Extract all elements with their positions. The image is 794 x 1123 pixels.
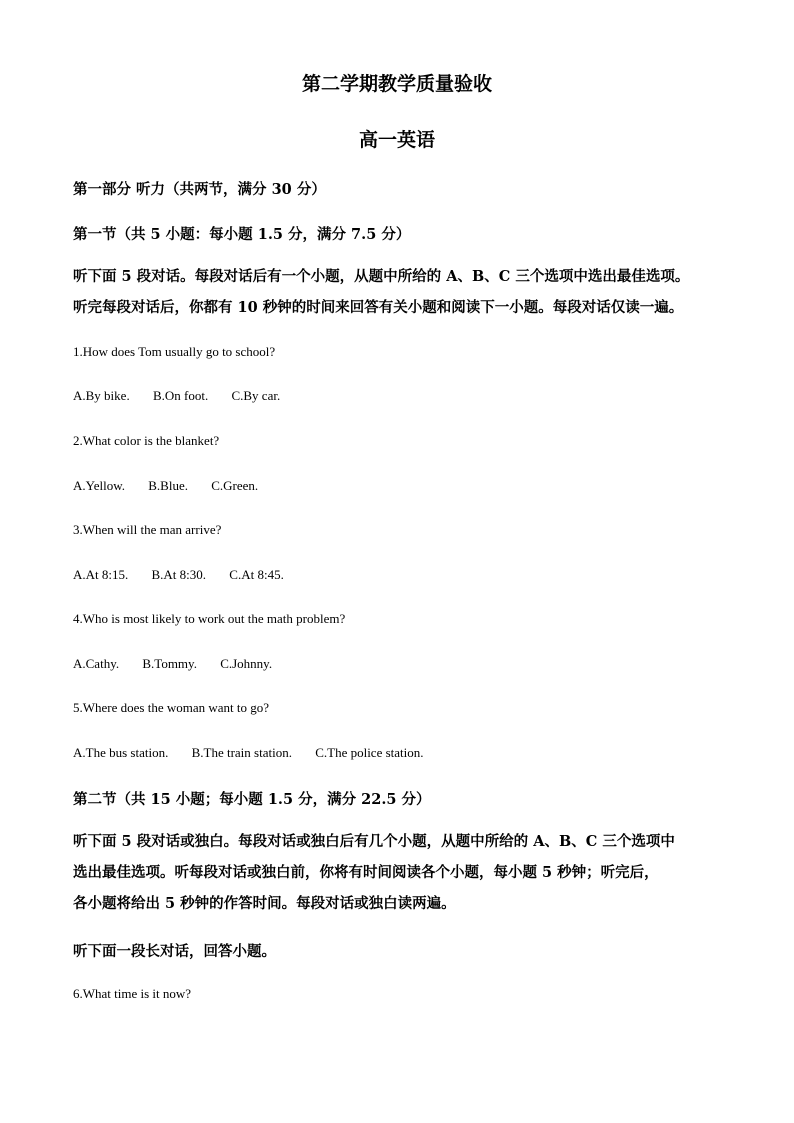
option-a: A.Yellow. — [73, 478, 126, 493]
part1-heading: 第一部分 听力（共两节，满分 30 分） — [73, 181, 326, 198]
instruction-line: 听完每段对话后，你都有 10 秒钟的时间来回答有关小题和阅读下一小题。每段对话仅读一遍。 — [73, 299, 684, 316]
instruction-line: 各小题将给出 5 秒钟的作答时间。每段对话或独白读两遍。 — [73, 895, 456, 912]
question-options — [73, 567, 304, 583]
option-b: B.Tommy. — [142, 656, 197, 671]
option-c: C.Green. — [211, 478, 259, 493]
option-c: C.Johnny. — [220, 656, 273, 671]
option-a: A.By bike. — [73, 388, 130, 403]
exam-title: 第二学期教学质量验收 — [301, 73, 492, 95]
option-a: A.Cathy. — [73, 656, 120, 671]
listening-prompt: 听下面一段长对话，回答小题。 — [73, 943, 276, 960]
section2-instructions — [73, 826, 675, 919]
option-a: A.At 8:15. — [73, 567, 129, 582]
option-b: B.Blue. — [148, 478, 188, 493]
section2-heading: 第二节（共 15 小题；每小题 1.5 分，满分 22.5 分） — [73, 791, 431, 808]
option-a: A.The bus station. — [73, 745, 169, 760]
question-stem: 5.Where does the woman want to go? — [73, 700, 270, 715]
question-stem: 2.What color is the blanket? — [73, 433, 220, 448]
option-c: C.The police station. — [315, 745, 424, 760]
question-stem: 3.When will the man arrive? — [73, 522, 222, 537]
question-options — [73, 388, 300, 404]
question-options — [73, 478, 278, 494]
option-c: C.At 8:45. — [229, 567, 284, 582]
option-b: B.At 8:30. — [151, 567, 207, 582]
option-b: B.The train station. — [191, 745, 292, 760]
option-c: C.By car. — [231, 388, 281, 403]
question-stem: 4.Who is most likely to work out the math problem? — [73, 611, 346, 626]
section1-instructions — [73, 261, 689, 323]
question-stem: 6.What time is it now? — [73, 986, 192, 1001]
question-options — [73, 745, 444, 761]
instruction-line: 听下面 5 段对话。每段对话后有一个小题，从题中所给的 A、B、C 三个选项中选出最佳选项。 — [73, 268, 690, 285]
question-stem: 1.How does Tom usually go to school? — [73, 344, 276, 359]
instruction-line: 选出最佳选项。听每段对话或独白前，你将有时间阅读各个小题，每小题 5 秒钟；听完后， — [73, 864, 659, 881]
exam-subject: 高一英语 — [358, 129, 435, 151]
instruction-line: 听下面 5 段对话或独白。每段对话或独白后有几个小题，从题中所给的 A、B、C 三个选项中 — [73, 833, 675, 850]
option-b: B.On foot. — [152, 388, 209, 403]
question-options — [73, 656, 292, 672]
section1-heading: 第一节（共 5 小题：每小题 1.5 分，满分 7.5 分） — [73, 226, 411, 243]
